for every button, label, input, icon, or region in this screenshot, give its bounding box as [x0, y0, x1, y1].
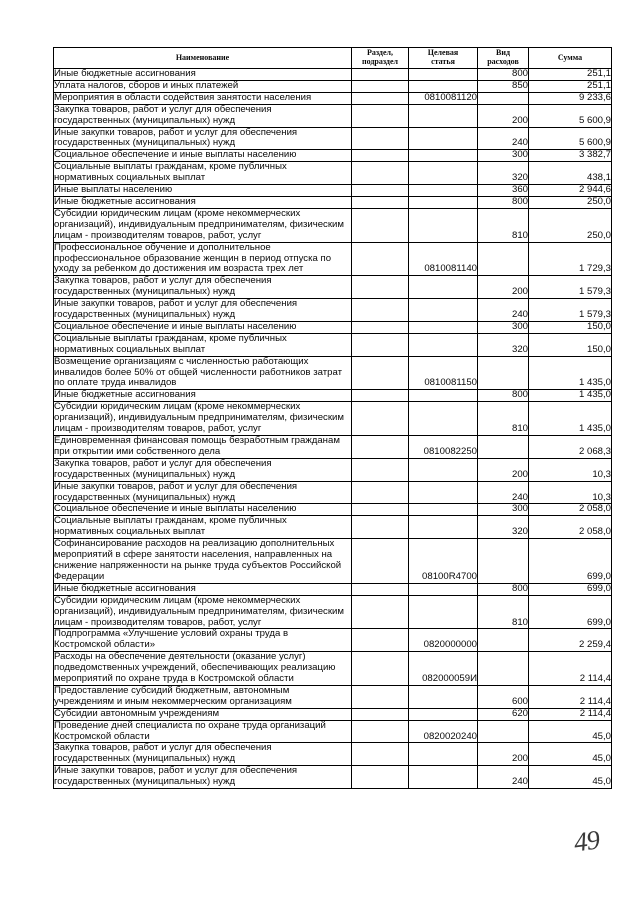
row-target-code-cell: [409, 402, 478, 436]
row-sum-cell: 1 579,3: [529, 299, 612, 322]
table-row: [54, 436, 612, 459]
row-sum-cell: 2 259,4: [529, 629, 612, 652]
row-section-cell: [352, 720, 409, 743]
row-target-code-cell: 08100R4700: [409, 539, 478, 584]
row-expense-type-cell: 800: [478, 196, 529, 208]
row-sum-cell: 5 600,9: [529, 104, 612, 127]
table-row: [54, 595, 612, 629]
table-row: [54, 583, 612, 595]
row-sum-cell: 45,0: [529, 766, 612, 789]
row-sum-cell: 250,0: [529, 196, 612, 208]
row-target-code-cell: 0820000000: [409, 629, 478, 652]
row-sum-cell: 699,0: [529, 595, 612, 629]
table-row: [54, 685, 612, 708]
table-row: [54, 356, 612, 390]
row-section-cell: [352, 333, 409, 356]
table-row: [54, 162, 612, 185]
row-expense-type-cell: 300: [478, 321, 529, 333]
row-section-cell: [352, 539, 409, 584]
row-sum-cell: 150,0: [529, 333, 612, 356]
row-expense-type-cell: [478, 629, 529, 652]
row-name-cell: Закупка товаров, работ и услуг для обеспечения государственных (муниципальных) нужд: [54, 743, 352, 766]
table-row: [54, 92, 612, 104]
row-section-cell: [352, 162, 409, 185]
row-name-cell: Предоставление субсидий бюджетным, автономным учреждениям и иным некоммерческим организациям: [54, 685, 352, 708]
row-section-cell: [352, 196, 409, 208]
row-section-cell: [352, 402, 409, 436]
table-row: [54, 150, 612, 162]
row-target-code-cell: [409, 162, 478, 185]
row-target-code-cell: [409, 458, 478, 481]
row-sum-cell: 699,0: [529, 539, 612, 584]
row-expense-type-cell: 240: [478, 299, 529, 322]
row-name-cell: Закупка товаров, работ и услуг для обеспечения государственных (муниципальных) нужд: [54, 458, 352, 481]
table-row: [54, 652, 612, 686]
row-sum-cell: 9 233,6: [529, 92, 612, 104]
row-expense-type-cell: 360: [478, 185, 529, 197]
row-section-cell: [352, 356, 409, 390]
row-target-code-cell: 082000059И: [409, 652, 478, 686]
table-row: [54, 333, 612, 356]
table-row: [54, 720, 612, 743]
row-sum-cell: 1 435,0: [529, 356, 612, 390]
row-target-code-cell: [409, 69, 478, 81]
row-sum-cell: 2 114,4: [529, 685, 612, 708]
table-row: [54, 80, 612, 92]
row-section-cell: [352, 390, 409, 402]
table-row: [54, 276, 612, 299]
row-name-cell: Проведение дней специалиста по охране труда организаций Костромской области: [54, 720, 352, 743]
row-name-cell: Профессиональное обучение и дополнительное профессиональное образование женщин в период отпуска по уходу за ребенком до достижения им возраста трех лет: [54, 242, 352, 276]
row-name-cell: Иные закупки товаров, работ и услуг для обеспечения государственных (муниципальных) нужд: [54, 299, 352, 322]
row-sum-cell: 438,1: [529, 162, 612, 185]
row-section-cell: [352, 242, 409, 276]
row-expense-type-cell: 810: [478, 208, 529, 242]
table-row: [54, 69, 612, 81]
row-expense-type-cell: 300: [478, 150, 529, 162]
header-sum: Сумма: [529, 48, 612, 69]
row-section-cell: [352, 185, 409, 197]
row-target-code-cell: 0810081150: [409, 356, 478, 390]
row-expense-type-cell: [478, 242, 529, 276]
row-section-cell: [352, 80, 409, 92]
row-name-cell: Иные бюджетные ассигнования: [54, 196, 352, 208]
row-section-cell: [352, 127, 409, 150]
row-expense-type-cell: 200: [478, 743, 529, 766]
table-row: [54, 458, 612, 481]
row-sum-cell: 2 068,3: [529, 436, 612, 459]
row-section-cell: [352, 629, 409, 652]
row-target-code-cell: 0810081140: [409, 242, 478, 276]
row-expense-type-cell: 600: [478, 685, 529, 708]
row-sum-cell: 251,1: [529, 69, 612, 81]
row-sum-cell: 699,0: [529, 583, 612, 595]
table-row: [54, 516, 612, 539]
row-section-cell: [352, 504, 409, 516]
row-expense-type-cell: 810: [478, 402, 529, 436]
row-expense-type-cell: [478, 720, 529, 743]
table-row: [54, 766, 612, 789]
row-section-cell: [352, 708, 409, 720]
row-name-cell: Социальные выплаты гражданам, кроме публичных нормативных социальных выплат: [54, 516, 352, 539]
row-target-code-cell: [409, 333, 478, 356]
row-expense-type-cell: 810: [478, 595, 529, 629]
table-row: [54, 504, 612, 516]
row-sum-cell: 1 579,3: [529, 276, 612, 299]
row-name-cell: Единовременная финансовая помощь безработным гражданам при открытии ими собственного дела: [54, 436, 352, 459]
row-target-code-cell: [409, 150, 478, 162]
row-section-cell: [352, 92, 409, 104]
row-target-code-cell: [409, 708, 478, 720]
row-section-cell: [352, 652, 409, 686]
row-target-code-cell: [409, 299, 478, 322]
row-name-cell: Субсидии юридическим лицам (кроме некоммерческих организаций), индивидуальным предпринимателям, физическим лицам - производителям товаров, работ, услуг: [54, 208, 352, 242]
row-name-cell: Социальное обеспечение и иные выплаты населению: [54, 504, 352, 516]
row-section-cell: [352, 436, 409, 459]
row-expense-type-cell: 320: [478, 162, 529, 185]
row-section-cell: [352, 458, 409, 481]
row-section-cell: [352, 583, 409, 595]
row-expense-type-cell: 800: [478, 583, 529, 595]
row-sum-cell: 1 435,0: [529, 402, 612, 436]
row-expense-type-cell: 240: [478, 766, 529, 789]
row-target-code-cell: [409, 196, 478, 208]
row-expense-type-cell: 240: [478, 481, 529, 504]
table-row: [54, 185, 612, 197]
row-name-cell: Субсидии юридическим лицам (кроме некоммерческих организаций), индивидуальным предпринимателям, физическим лицам - производителям товаров, работ, услуг: [54, 402, 352, 436]
header-row: [54, 48, 612, 69]
row-section-cell: [352, 595, 409, 629]
row-section-cell: [352, 481, 409, 504]
row-sum-cell: 3 382,7: [529, 150, 612, 162]
row-sum-cell: 10,3: [529, 458, 612, 481]
row-target-code-cell: 0810081120: [409, 92, 478, 104]
table-row: [54, 481, 612, 504]
table-row: [54, 402, 612, 436]
row-sum-cell: 1 435,0: [529, 390, 612, 402]
handwritten-page-number: 49: [572, 824, 601, 858]
table-row: [54, 321, 612, 333]
row-expense-type-cell: [478, 652, 529, 686]
row-name-cell: Иные закупки товаров, работ и услуг для обеспечения государственных (муниципальных) нужд: [54, 766, 352, 789]
row-name-cell: Софинансирование расходов на реализацию дополнительных мероприятий в сфере занятости населения, направленных на снижение напряженности на рынке труда субъектов Российской Федерации: [54, 539, 352, 584]
row-section-cell: [352, 69, 409, 81]
row-name-cell: Возмещение организациям с численностью работающих инвалидов более 50% от общей численности работников затрат по оплате труда инвалидов: [54, 356, 352, 390]
row-sum-cell: 250,0: [529, 208, 612, 242]
row-target-code-cell: [409, 80, 478, 92]
row-target-code-cell: [409, 595, 478, 629]
row-name-cell: Иные бюджетные ассигнования: [54, 390, 352, 402]
row-name-cell: Социальные выплаты гражданам, кроме публичных нормативных социальных выплат: [54, 333, 352, 356]
table-row: [54, 390, 612, 402]
header-section: Раздел, подраздел: [352, 48, 409, 69]
table-header: [54, 48, 612, 69]
table-row: [54, 127, 612, 150]
row-target-code-cell: [409, 743, 478, 766]
row-target-code-cell: [409, 504, 478, 516]
row-target-code-cell: [409, 208, 478, 242]
row-section-cell: [352, 150, 409, 162]
row-expense-type-cell: 320: [478, 516, 529, 539]
table-row: [54, 208, 612, 242]
table-row: [54, 743, 612, 766]
row-name-cell: Иные бюджетные ассигнования: [54, 69, 352, 81]
row-target-code-cell: [409, 276, 478, 299]
row-section-cell: [352, 516, 409, 539]
row-expense-type-cell: 200: [478, 104, 529, 127]
row-name-cell: Иные закупки товаров, работ и услуг для обеспечения государственных (муниципальных) нужд: [54, 127, 352, 150]
row-sum-cell: 45,0: [529, 720, 612, 743]
row-target-code-cell: [409, 583, 478, 595]
row-name-cell: Социальное обеспечение и иные выплаты населению: [54, 150, 352, 162]
row-target-code-cell: [409, 321, 478, 333]
table-row: [54, 104, 612, 127]
row-sum-cell: 1 729,3: [529, 242, 612, 276]
header-name: Наименование: [54, 48, 352, 69]
row-name-cell: Расходы на обеспечение деятельности (оказание услуг) подведомственных учреждений, обеспечивающих реализацию мероприятий по охране труда в Костромской области: [54, 652, 352, 686]
row-sum-cell: 2 114,4: [529, 708, 612, 720]
row-expense-type-cell: [478, 356, 529, 390]
row-expense-type-cell: 200: [478, 458, 529, 481]
row-sum-cell: 2 944,6: [529, 185, 612, 197]
row-expense-type-cell: 620: [478, 708, 529, 720]
row-target-code-cell: [409, 516, 478, 539]
row-name-cell: Закупка товаров, работ и услуг для обеспечения государственных (муниципальных) нужд: [54, 104, 352, 127]
table-row: [54, 708, 612, 720]
row-section-cell: [352, 276, 409, 299]
row-sum-cell: 2 114,4: [529, 652, 612, 686]
table-row: [54, 299, 612, 322]
row-expense-type-cell: [478, 539, 529, 584]
row-target-code-cell: [409, 185, 478, 197]
row-target-code-cell: [409, 104, 478, 127]
row-name-cell: Закупка товаров, работ и услуг для обеспечения государственных (муниципальных) нужд: [54, 276, 352, 299]
row-expense-type-cell: 300: [478, 504, 529, 516]
row-sum-cell: 150,0: [529, 321, 612, 333]
table-row: [54, 629, 612, 652]
row-expense-type-cell: 800: [478, 390, 529, 402]
row-expense-type-cell: 800: [478, 69, 529, 81]
row-target-code-cell: 0810082250: [409, 436, 478, 459]
row-sum-cell: 2 058,0: [529, 516, 612, 539]
row-sum-cell: 5 600,9: [529, 127, 612, 150]
row-name-cell: Подпрограмма «Улучшение условий охраны труда в Костромской области»: [54, 629, 352, 652]
row-target-code-cell: [409, 685, 478, 708]
row-section-cell: [352, 685, 409, 708]
row-name-cell: Иные бюджетные ассигнования: [54, 583, 352, 595]
row-expense-type-cell: 240: [478, 127, 529, 150]
row-expense-type-cell: [478, 92, 529, 104]
row-section-cell: [352, 299, 409, 322]
row-name-cell: Иные выплаты населению: [54, 185, 352, 197]
row-name-cell: Субсидии юридическим лицам (кроме некоммерческих организаций), индивидуальным предпринимателям, физическим лицам - производителям товаров, работ, услуг: [54, 595, 352, 629]
row-expense-type-cell: 320: [478, 333, 529, 356]
header-expense-type: Вид расходов: [478, 48, 529, 69]
table-row: [54, 196, 612, 208]
row-expense-type-cell: [478, 436, 529, 459]
row-section-cell: [352, 321, 409, 333]
row-name-cell: Социальное обеспечение и иные выплаты населению: [54, 321, 352, 333]
row-expense-type-cell: 200: [478, 276, 529, 299]
row-sum-cell: 45,0: [529, 743, 612, 766]
row-target-code-cell: [409, 766, 478, 789]
row-target-code-cell: 0820020240: [409, 720, 478, 743]
row-section-cell: [352, 104, 409, 127]
row-sum-cell: 2 058,0: [529, 504, 612, 516]
row-section-cell: [352, 743, 409, 766]
table-row: [54, 242, 612, 276]
row-section-cell: [352, 208, 409, 242]
row-name-cell: Иные закупки товаров, работ и услуг для обеспечения государственных (муниципальных) нужд: [54, 481, 352, 504]
row-sum-cell: 251,1: [529, 80, 612, 92]
row-target-code-cell: [409, 390, 478, 402]
row-target-code-cell: [409, 481, 478, 504]
table-row: [54, 539, 612, 584]
budget-table: [53, 47, 612, 789]
row-name-cell: Мероприятия в области содействия занятости населения: [54, 92, 352, 104]
row-name-cell: Уплата налогов, сборов и иных платежей: [54, 80, 352, 92]
table-body: [54, 69, 612, 789]
row-sum-cell: 10,3: [529, 481, 612, 504]
row-section-cell: [352, 766, 409, 789]
row-name-cell: Субсидии автономным учреждениям: [54, 708, 352, 720]
row-target-code-cell: [409, 127, 478, 150]
row-name-cell: Социальные выплаты гражданам, кроме публичных нормативных социальных выплат: [54, 162, 352, 185]
header-target-code: Целевая статья: [409, 48, 478, 69]
row-expense-type-cell: 850: [478, 80, 529, 92]
